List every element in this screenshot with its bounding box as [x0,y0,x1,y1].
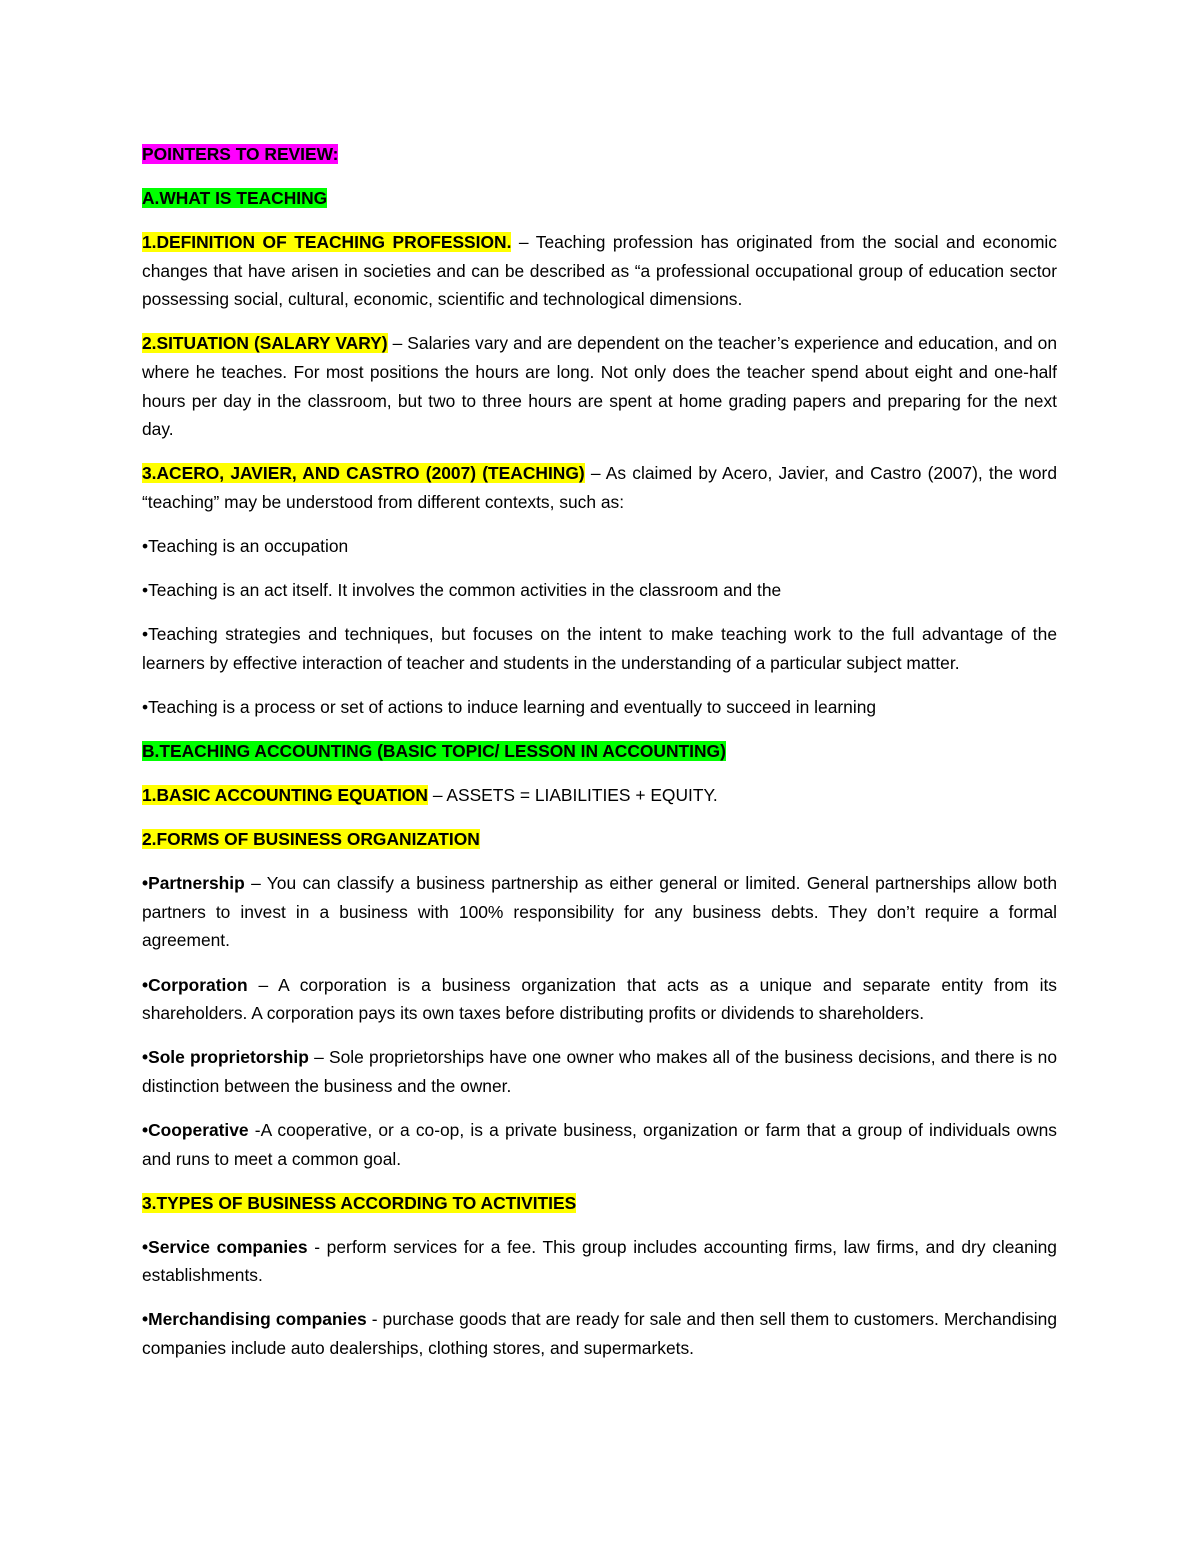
section-a-paragraph [142,184,1057,213]
list-item [142,971,1057,1028]
list-item: •Teaching is an occupation [142,536,349,557]
forms-heading: 2.FORMS OF BUSINESS ORGANIZATION [142,829,480,850]
list-item: •Teaching is a process or set of actions to induce learning and eventually to succeed in learning [142,696,877,717]
type-text: - purchase goods that are ready for sale and then sell them to customers. Merchandising companies include auto dealerships, clothing stores, and supermarkets. [142,1309,1058,1358]
form-text: – A corporation is a business organization that acts as a unique and separate entity from its shareholders. A corporation pays its own taxes before distributing profits or dividends to shareholders. [142,974,1057,1024]
document-body [142,140,1057,1378]
equation-paragraph [142,781,1057,810]
type-term: •Service companies [142,1236,308,1257]
acero-label: 3.ACERO, JAVIER, AND CASTRO (2007) (TEACHING) [142,463,585,484]
list-item [142,869,1057,955]
definition-text: – Teaching profession has originated from the social and economic changes that have arisen in societies and can be described as “a professional occupational group of education sector possessing social, cultural, economic, scientific and technological dimensions. [142,232,1057,310]
form-text: – Sole proprietorships have one owner who makes all of the business decisions, and there is no distinction between the business and the owner. [142,1047,1057,1096]
list-item [142,1233,1057,1290]
list-item [142,1305,1057,1362]
section-a-heading: A.WHAT IS TEACHING [142,188,328,209]
list-item: •Teaching strategies and techniques, but focuses on the intent to make teaching work to the full advantage of the learners by effective interaction of teacher and students in the understanding of a particular subject matter. [142,624,1057,673]
definition-paragraph [142,228,1057,314]
form-term: •Partnership [142,873,245,894]
equation-label: 1.BASIC ACCOUNTING EQUATION [142,785,428,806]
types-heading: 3.TYPES OF BUSINESS ACCORDING TO ACTIVITIES [142,1192,577,1213]
equation-text: – ASSETS = LIABILITIES + EQUITY. [428,785,718,806]
section-b-paragraph [142,737,1057,766]
title-paragraph [142,140,1057,169]
form-term: •Cooperative [142,1119,249,1140]
forms-heading-paragraph [142,825,1057,854]
type-term: •Merchandising companies [142,1309,367,1330]
situation-paragraph [142,329,1057,443]
form-term: •Corporation [142,974,248,995]
form-text: -A cooperative, or a co-op, is a private business, organization or farm that a group of individuals owns and runs to meet a common goal. [142,1119,1057,1169]
list-item [142,1116,1057,1173]
section-b-heading: B.TEACHING ACCOUNTING (BASIC TOPIC/ LESSON IN ACCOUNTING) [142,741,726,761]
type-text: - perform services for a fee. This group includes accounting firms, law firms, and dry cleaning establishments. [142,1236,1057,1286]
situation-label: 2.SITUATION (SALARY VARY) [142,333,388,354]
acero-paragraph [142,459,1057,516]
list-item: •Teaching is an act itself. It involves the common activities in the classroom and the [142,580,782,601]
definition-label: 1.DEFINITION OF TEACHING PROFESSION. [142,232,512,253]
page-title: POINTERS TO REVIEW: [142,144,339,164]
types-heading-paragraph [142,1189,1057,1218]
form-term: •Sole proprietorship [142,1047,309,1068]
acero-text: – As claimed by Acero, Javier, and Castro (2007), the word “teaching” may be understood from different contexts, such as: [142,463,1057,512]
form-text: – You can classify a business partnership as either general or limited. General partnerships allow both partners to invest in a business with 100% responsibility for any business debts. They don’t require a formal agreement. [142,873,1057,951]
list-item [142,1043,1057,1100]
situation-text: – Salaries vary and are dependent on the teacher’s experience and education, and on where he teaches. For most positions the hours are long. Not only does the teacher spend about eight and one-half hours per day in the classroom, but two to three hours are spent at home grading papers and preparing for the next day. [142,333,1057,440]
